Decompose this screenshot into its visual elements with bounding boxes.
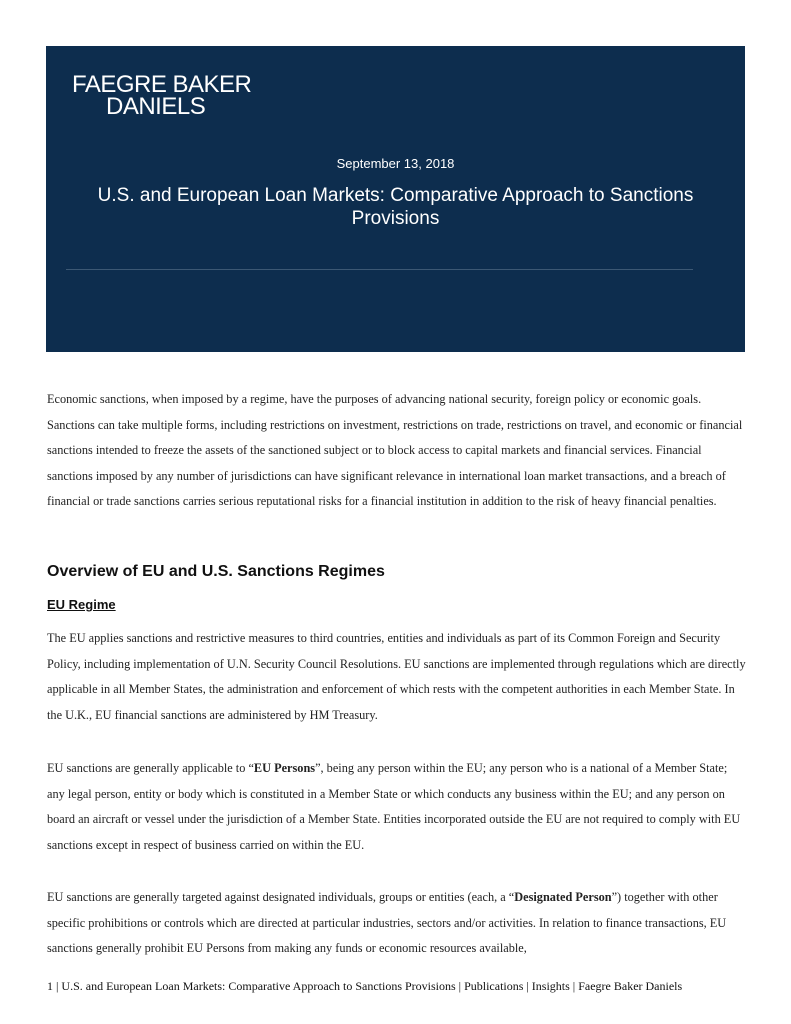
eu-paragraph-3-text-b: ”) together with other specific prohibitions or controls which are directed at particular industries, sectors and/or activities. In relation to finance transactions, EU sanctions generally prohibit EU Persons from making any funds or economic resources available, xyxy=(47,890,727,956)
defined-term-designated-person: Designated Person xyxy=(514,890,612,904)
defined-term-eu-persons: EU Persons xyxy=(253,761,316,775)
eu-paragraph-3-text-a: EU sanctions are generally targeted against designated individuals, groups or entities (each, a “ xyxy=(47,890,515,904)
section-heading: Overview of EU and U.S. Sanctions Regimes xyxy=(47,563,385,580)
header-banner xyxy=(46,46,745,352)
eu-paragraph-3 xyxy=(47,885,747,962)
eu-paragraph-2-text-a: EU sanctions are generally applicable to “ xyxy=(47,761,254,775)
firm-logo xyxy=(72,71,252,120)
logo-line-1: FAEGRE BAKER xyxy=(72,71,252,98)
article-title: U.S. and European Loan Markets: Comparative Approach to Sanctions Provisions xyxy=(97,185,694,229)
publication-date: September 13, 2018 xyxy=(336,156,455,171)
intro-paragraph: Economic sanctions, when imposed by a regime, have the purposes of advancing national security, foreign policy or economic goals. Sanctions can take multiple forms, including restrictions on investment, restrictions on trade, restrictions on travel, and economic or financial sanctions intended to freeze the assets of the sanctioned subject or to block access to capital markets and financial services. Financial sanctions imposed by any number of jurisdictions can have significant relevance in international loan market transactions, and a breach of financial or trade sanctions carries serious reputational risks for a financial institution in addition to the risk of heavy financial penalties. xyxy=(47,392,743,509)
page-footer: 1 | U.S. and European Loan Markets: Comparative Approach to Sanctions Provisions | Publications | Insights | Faegre Baker Daniels xyxy=(47,979,683,993)
eu-paragraph-2 xyxy=(47,756,747,858)
eu-paragraph-1: The EU applies sanctions and restrictive measures to third countries, entities and individuals as part of its Common Foreign and Security Policy, including implementation of U.N. Security Council Resolutions. EU sanctions are implemented through regulations which are directly applicable in all Member States, the administration and enforcement of which rests with the competent authorities in each Member State. In the U.K., EU financial sanctions are administered by HM Treasury. xyxy=(47,631,746,722)
sub-heading-eu-regime: EU Regime xyxy=(47,597,116,612)
logo-line-2: DANIELS xyxy=(106,93,206,120)
eu-paragraph-2-text-b: ”, being any person within the EU; any person who is a national of a Member State; any legal person, entity or body which is constituted in a Member State or which conducts any business within the EU; and any person on board an aircraft or vessel under the jurisdiction of a Member State. Entities incorporated outside the EU are not required to comply with EU sanctions except in respect of business carried on within the EU. xyxy=(47,761,741,852)
header-divider xyxy=(66,269,693,270)
